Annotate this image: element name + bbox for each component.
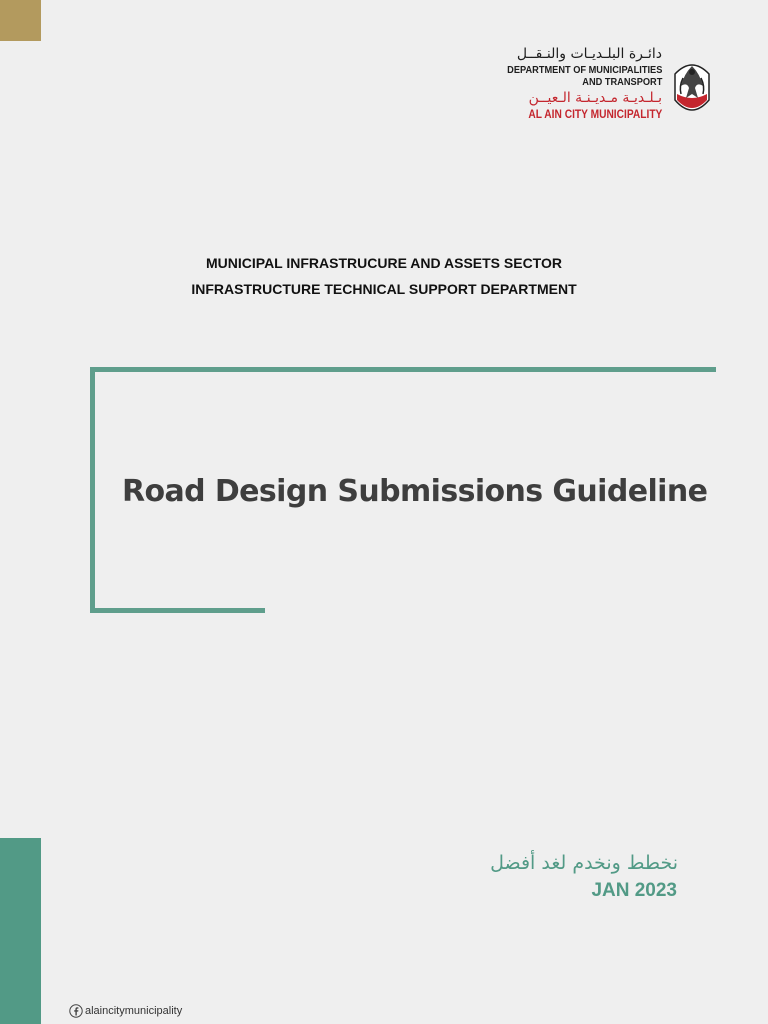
logo-municipality: AL AIN CITY MUNICIPALITY	[528, 107, 662, 121]
social-handle[interactable]	[69, 1004, 182, 1018]
social-handle-text: alaincitymunicipality	[85, 1005, 183, 1017]
logo-arabic-department: دائـرة البلـديـات والنـقــل	[516, 46, 662, 62]
teal-side-block	[0, 838, 41, 1024]
department-logo	[480, 44, 720, 136]
arabic-tagline: نخطط ونخدم لغد أفضل	[490, 852, 678, 874]
sector-heading: MUNICIPAL INFRASTRUCURE AND ASSETS SECTOR	[206, 255, 562, 271]
title-frame-top-rule	[90, 367, 716, 372]
document-title: Road Design Submissions Guideline	[122, 474, 708, 509]
logo-arabic-municipality: بـلـديـة مـديـنـة الـعيــن	[528, 90, 662, 106]
gold-corner-block	[0, 0, 41, 41]
abu-dhabi-falcon-emblem-icon	[669, 56, 715, 122]
department-heading: INFRASTRUCTURE TECHNICAL SUPPORT DEPARTMENT	[191, 281, 577, 297]
logo-text-block	[486, 44, 662, 121]
logo-department-line2: AND TRANSPORT	[581, 76, 662, 88]
logo-department-line1: DEPARTMENT OF MUNICIPALITIES	[506, 64, 662, 76]
facebook-icon	[69, 1004, 83, 1018]
document-date: JAN 2023	[591, 880, 677, 901]
title-frame-bottom-rule	[90, 608, 265, 613]
title-frame-left-rule	[90, 367, 95, 613]
